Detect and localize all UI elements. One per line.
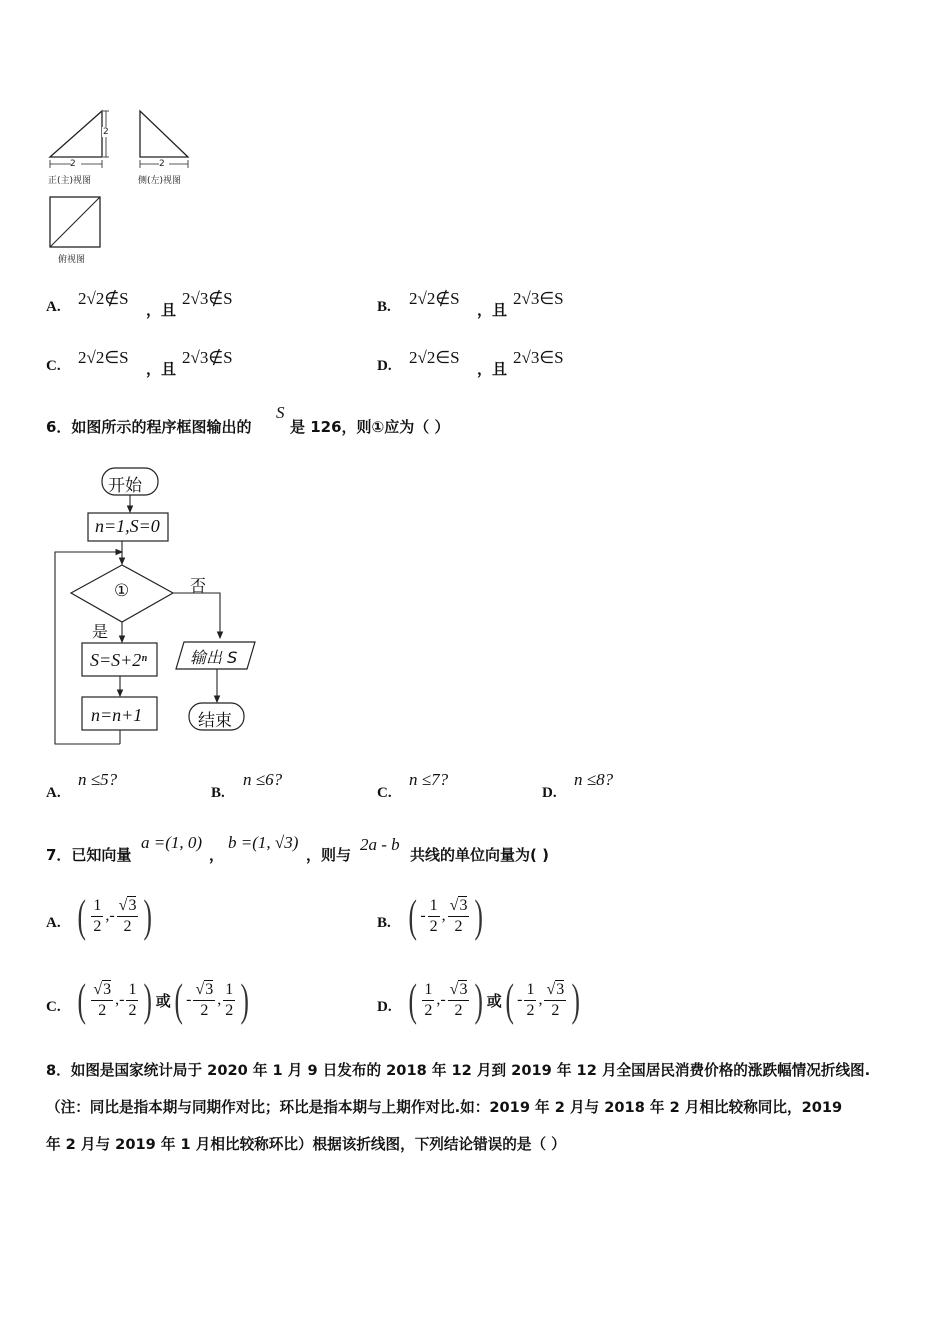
- q8-line3: 年 2 月与 2019 年 1 月相比较称环比）根据该折线图，下列结论错误的是（ ）: [46, 1136, 566, 1153]
- q5-option-a-label: A.: [46, 299, 61, 315]
- q7-option-c-vector: ( $\frac{√3}{2}$ , - $\frac{1}{2}$ ) 或 ( - $\frac{√3}{2}$ , $\frac{1}{2}$ ): [77, 974, 250, 1025]
- q8-line2: （注：同比是指本期与同期作对比；环比是指本期与上期作对比.如：2019 年 2 月与 2018 年 2 月相比较称同比，2019: [46, 1099, 843, 1116]
- q7-vector-a: a =(1, 0): [141, 833, 203, 852]
- q7-option-b-label: B.: [377, 915, 391, 931]
- q5-option-c-part2: 2√3∉S: [182, 348, 233, 367]
- q6-stem-var: S: [276, 403, 285, 422]
- q6-stem-post: 是 126，则①应为（ ）: [290, 418, 450, 436]
- q6-flowchart: [50, 462, 280, 758]
- q6-option-b-label: B.: [211, 785, 225, 801]
- q7-stem-post: 共线的单位向量为( ): [410, 846, 549, 864]
- q7-option-c-label: C.: [46, 999, 61, 1015]
- q5-option-a-sep: ，且: [146, 301, 177, 319]
- q5-option-c-sep: ，且: [146, 360, 177, 378]
- flow-cond-text: ①: [114, 581, 130, 601]
- q6-option-a-label: A.: [46, 785, 61, 801]
- q6-option-c-label: C.: [377, 785, 392, 801]
- flow-step2-text: n=n+1: [91, 705, 143, 725]
- q6-stem-pre: 6．如图所示的程序框图输出的: [46, 418, 252, 436]
- q7-option-d-label: D.: [377, 999, 392, 1015]
- q5-option-b-part2: 2√3∈S: [513, 289, 564, 308]
- q5-option-d-sep: ，且: [477, 360, 508, 378]
- dim-front-width: 2: [70, 159, 76, 169]
- q5-option-d-label: D.: [377, 358, 392, 374]
- q6-option-d-text: n ≤8?: [574, 770, 614, 789]
- q7-option-a-label: A.: [46, 915, 61, 931]
- q6-option-a-text: n ≤5?: [78, 770, 118, 789]
- front-view: [50, 111, 111, 169]
- q7-option-a-vector: ( $\frac{1}{2}$ , - $\frac{√3}{2}$ ): [77, 890, 153, 941]
- dim-front-height: 2: [103, 127, 109, 137]
- q5-option-b-part1: 2√2∉S: [409, 289, 460, 308]
- flow-yes-label: 是: [92, 622, 109, 641]
- dim-side-width: 2: [159, 159, 165, 169]
- q5-option-b-sep: ，且: [477, 301, 508, 319]
- flow-output-text: 输出 S: [190, 648, 238, 667]
- q7-expr: 2a - b: [360, 835, 400, 854]
- q7-option-b-vector: ( - $\frac{1}{2}$ , $\frac{√3}{2}$ ): [408, 890, 484, 941]
- q5-option-d-part2: 2√3∈S: [513, 348, 564, 367]
- q5-option-d-part1: 2√2∈S: [409, 348, 460, 367]
- flow-end-text: 结束: [198, 711, 232, 731]
- q6-option-b-text: n ≤6?: [243, 770, 283, 789]
- top-view: [50, 197, 100, 247]
- q7-comma: ，: [209, 846, 225, 864]
- q7-stem-pre: 7．已知向量: [46, 846, 132, 864]
- q6-option-c-text: n ≤7?: [409, 770, 449, 789]
- flow-step1-text: S=S+2ⁿ: [90, 650, 147, 670]
- q5-option-c-label: C.: [46, 358, 61, 374]
- q7-option-d-or: 或: [486, 991, 502, 1010]
- side-view-caption: 侧(左)视图: [138, 176, 182, 186]
- q5-option-a-part1: 2√2∉S: [78, 289, 129, 308]
- front-view-caption: 正(主)视图: [48, 176, 92, 186]
- top-view-caption: 俯视图: [58, 255, 86, 265]
- flow-no-label: 否: [190, 576, 207, 595]
- q5-option-b-label: B.: [377, 299, 391, 315]
- q7-vector-b: b =(1, √3): [228, 833, 299, 852]
- flow-start-text: 开始: [108, 476, 142, 496]
- q8-line1: 8．如图是国家统计局于 2020 年 1 月 9 日发布的 2018 年 12 月到 2019 年 12 月全国居民消费价格的涨跌幅情况折线图.: [46, 1062, 871, 1079]
- q7-option-c-or: 或: [155, 991, 171, 1010]
- q6-option-d-label: D.: [542, 785, 557, 801]
- q5-option-a-part2: 2√3∉S: [182, 289, 233, 308]
- flow-init-text: n=1,S=0: [95, 516, 160, 536]
- q7-stem-mid: ，则与: [306, 846, 352, 864]
- q7-option-d-vector: ( $\frac{1}{2}$ , - $\frac{√3}{2}$ ) 或 ( - $\frac{1}{2}$ , $\frac{√3}{2}$ ): [408, 974, 581, 1025]
- q5-option-c-part1: 2√2∈S: [78, 348, 129, 367]
